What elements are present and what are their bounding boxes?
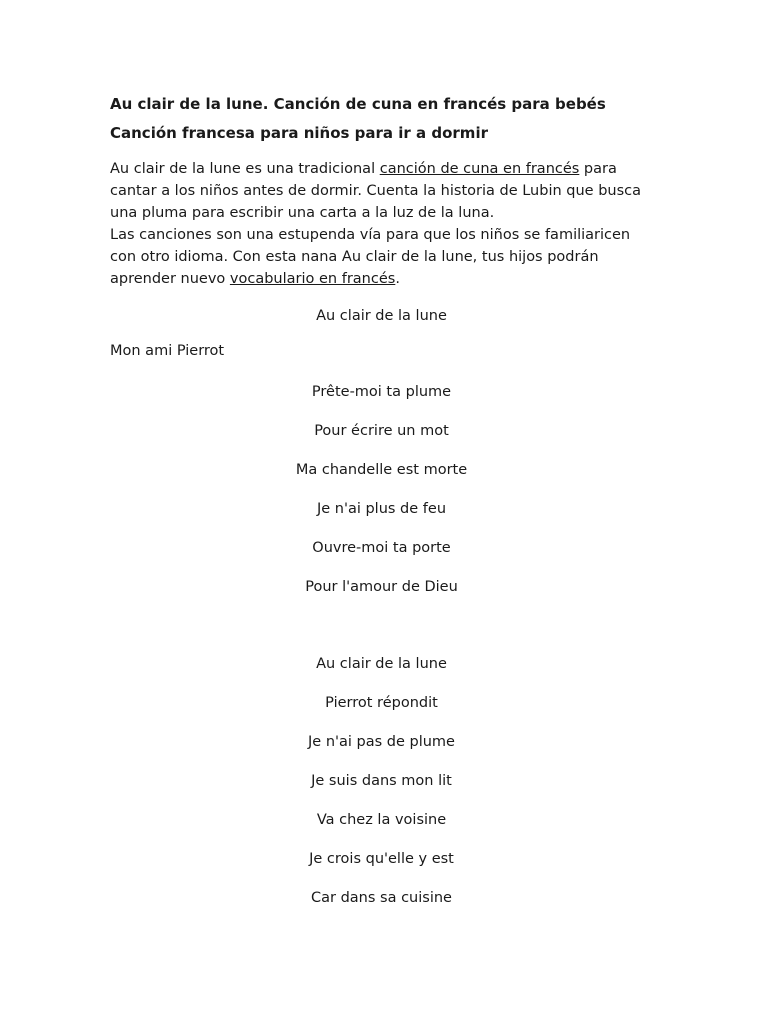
intro-p1-before: Au clair de la lune es una tradicional [110,161,380,177]
lyric-line: Ouvre-moi ta porte [312,540,451,556]
lyric-line: Je crois qu'elle y est [309,851,454,867]
lyric-line: Pour écrire un mot [314,423,449,439]
lyric-line: Je n'ai pas de plume [308,734,455,750]
lyric-line: Pour l'amour de Dieu [305,579,458,595]
lyric-line: Prête-moi ta plume [311,384,452,400]
lyric-line: Je n'ai plus de feu [316,501,447,517]
lyric-line: Pierrot répondit [325,695,438,711]
lyric-line: Au clair de la lune [316,656,447,672]
intro-p2-after: . [395,271,400,287]
link-vocabulario[interactable]: vocabulario en francés [229,271,396,287]
intro-p1-after: para cantar a los niños antes de dormir. Cuenta la historia de Lubin que busca una pluma para escribir una carta a la luz de la luna. [110,161,642,221]
lyric-line: Mon ami Pierrot [110,343,225,359]
intro-text [110,158,655,290]
lyric-line: Va chez la voisine [316,812,447,828]
lyric-line: Je suis dans mon lit [311,773,452,789]
intro-p2-before: Las canciones son una estupenda vía para que los niños se familiaricen con otro idioma. Con esta nana Au clair de la lune, tus hijos podrán aprender nuevo [110,227,631,287]
link-cancion-de-cuna[interactable]: canción de cuna en francés [379,161,580,177]
lyric-line: Au clair de la lune [316,308,447,324]
lyric-line: Ma chandelle est morte [295,462,468,478]
document-subtitle: Canción francesa para niños para ir a dormir [110,124,488,142]
lyric-line: Car dans sa cuisine [311,890,452,906]
document-title: Au clair de la lune. Canción de cuna en francés para bebés [110,95,606,113]
